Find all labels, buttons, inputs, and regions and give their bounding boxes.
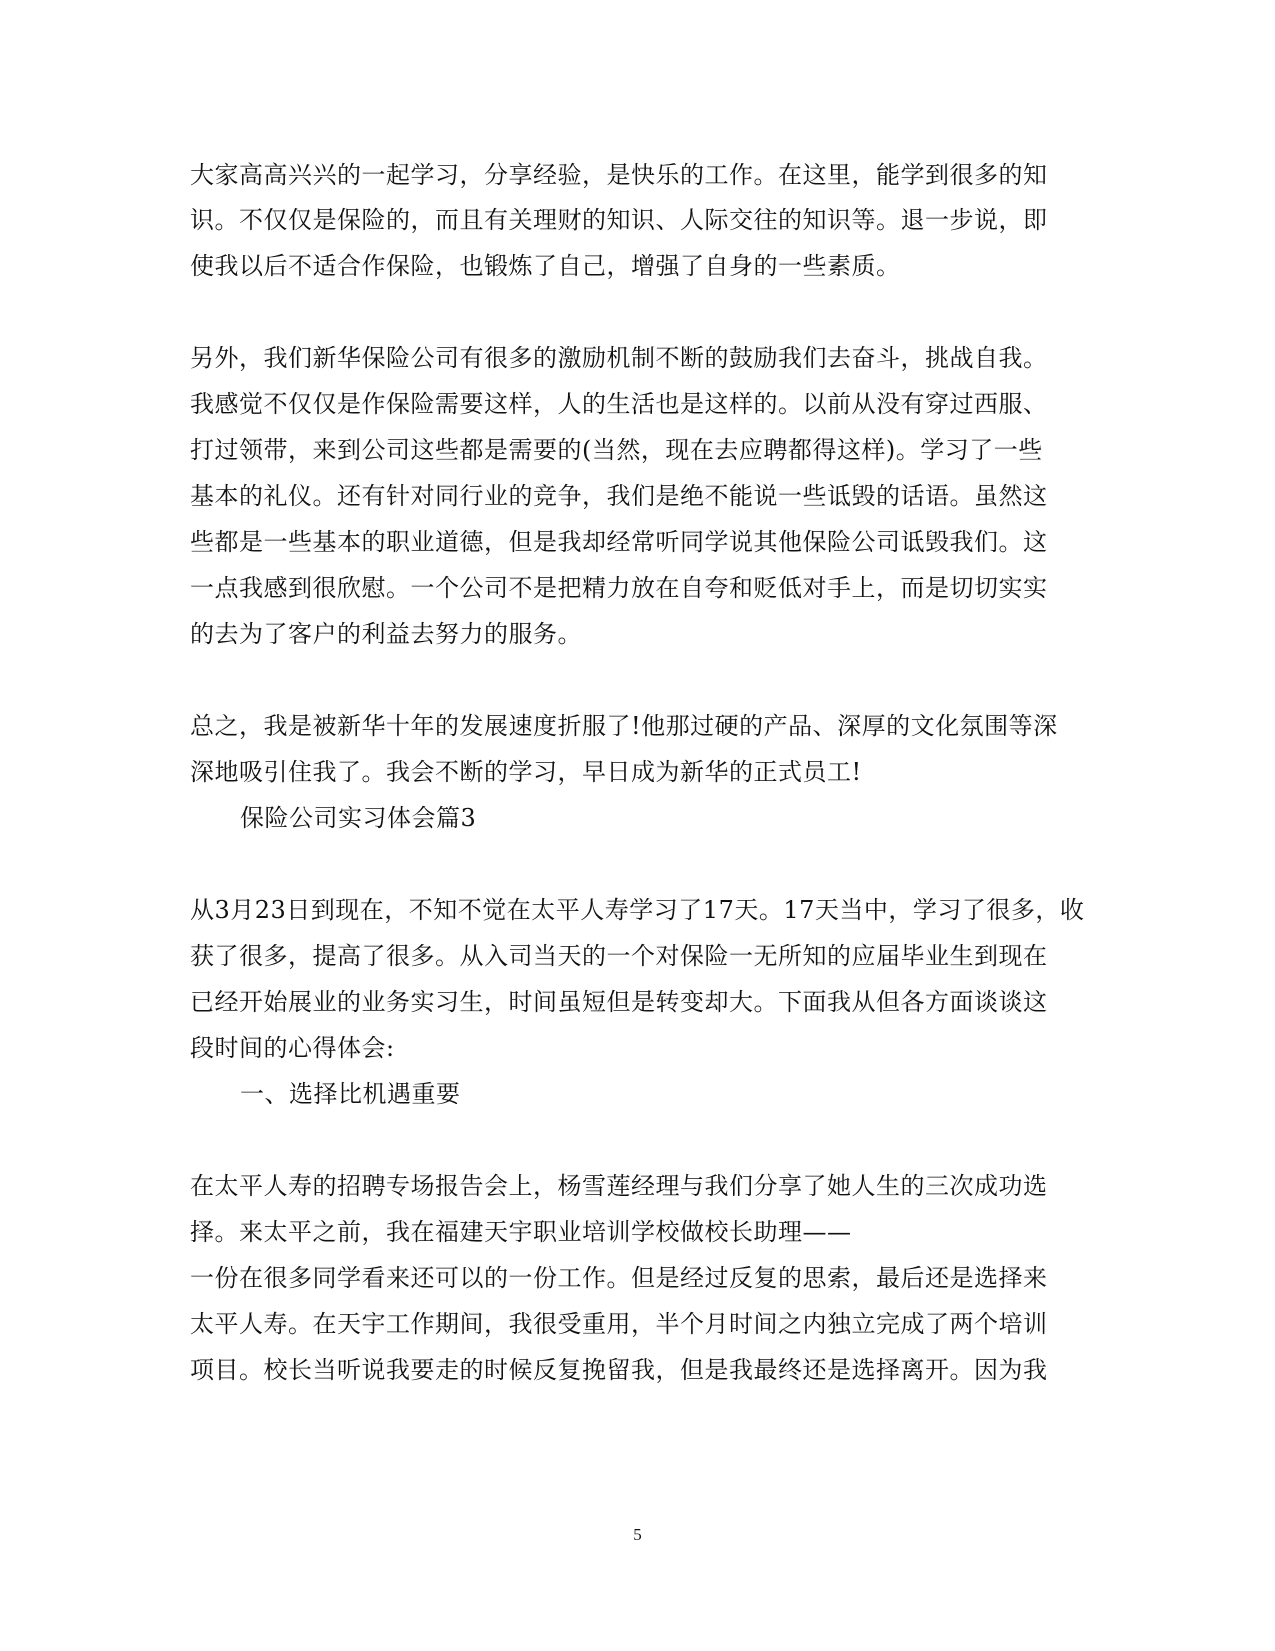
text-line: 从3月23日到现在，不知不觉在太平人寿学习了17天。17天当中，学习了很多，收: [190, 896, 1085, 924]
text-line: 识。不仅仅是保险的，而且有关理财的知识、人际交往的知识等。退一步说，即: [190, 206, 1048, 234]
section-heading: 保险公司实习体会篇3: [240, 804, 477, 832]
text-line: 深地吸引住我了。我会不断的学习，早日成为新华的正式员工!: [190, 758, 862, 786]
text-line: 我感觉不仅仅是作保险需要这样，人的生活也是这样的。以前从没有穿过西服、: [190, 390, 1048, 418]
text-line: 些都是一些基本的职业道德，但是我却经常听同学说其他保险公司诋毁我们。这: [190, 528, 1048, 556]
text-line: 一份在很多同学看来还可以的一份工作。但是经过反复的思索，最后还是选择来: [190, 1264, 1048, 1292]
text-line: 择。来太平之前，我在福建天宇职业培训学校做校长助理——: [190, 1218, 852, 1246]
text-line: 大家高高兴兴的一起学习，分享经验，是快乐的工作。在这里，能学到很多的知: [190, 161, 1048, 189]
text-line: 已经开始展业的业务实习生，时间虽短但是转变却大。下面我从但各方面谈谈这: [190, 988, 1048, 1016]
text-line: 基本的礼仪。还有针对同行业的竞争，我们是绝不能说一些诋毁的话语。虽然这: [190, 482, 1048, 510]
page-number: 5: [633, 1525, 642, 1544]
text-line: 的去为了客户的利益去努力的服务。: [190, 620, 582, 648]
text-line: 获了很多，提高了很多。从入司当天的一个对保险一无所知的应届毕业生到现在: [190, 942, 1048, 970]
text-line: 使我以后不适合作保险，也锻炼了自己，增强了自身的一些素质。: [190, 252, 901, 280]
text-line: 总之，我是被新华十年的发展速度折服了!他那过硬的产品、深厚的文化氛围等深: [190, 712, 1058, 740]
text-line: 太平人寿。在天宇工作期间，我很受重用，半个月时间之内独立完成了两个培训: [190, 1310, 1048, 1338]
text-line: 另外，我们新华保险公司有很多的激励机制不断的鼓励我们去奋斗，挑战自我。: [190, 344, 1048, 372]
text-line: 段时间的心得体会:: [190, 1034, 395, 1062]
text-line: 打过领带，来到公司这些都是需要的(当然，现在去应聘都得这样)。学习了一些: [190, 436, 1043, 464]
text-line: 一点我感到很欣慰。一个公司不是把精力放在自夸和贬低对手上，而是切切实实: [190, 574, 1048, 602]
text-line: 项目。校长当听说我要走的时候反复挽留我，但是我最终还是选择离开。因为我: [190, 1356, 1048, 1384]
subsection-heading: 一、选择比机遇重要: [240, 1080, 461, 1108]
text-line: 在太平人寿的招聘专场报告会上，杨雪莲经理与我们分享了她人生的三次成功选: [190, 1172, 1048, 1200]
